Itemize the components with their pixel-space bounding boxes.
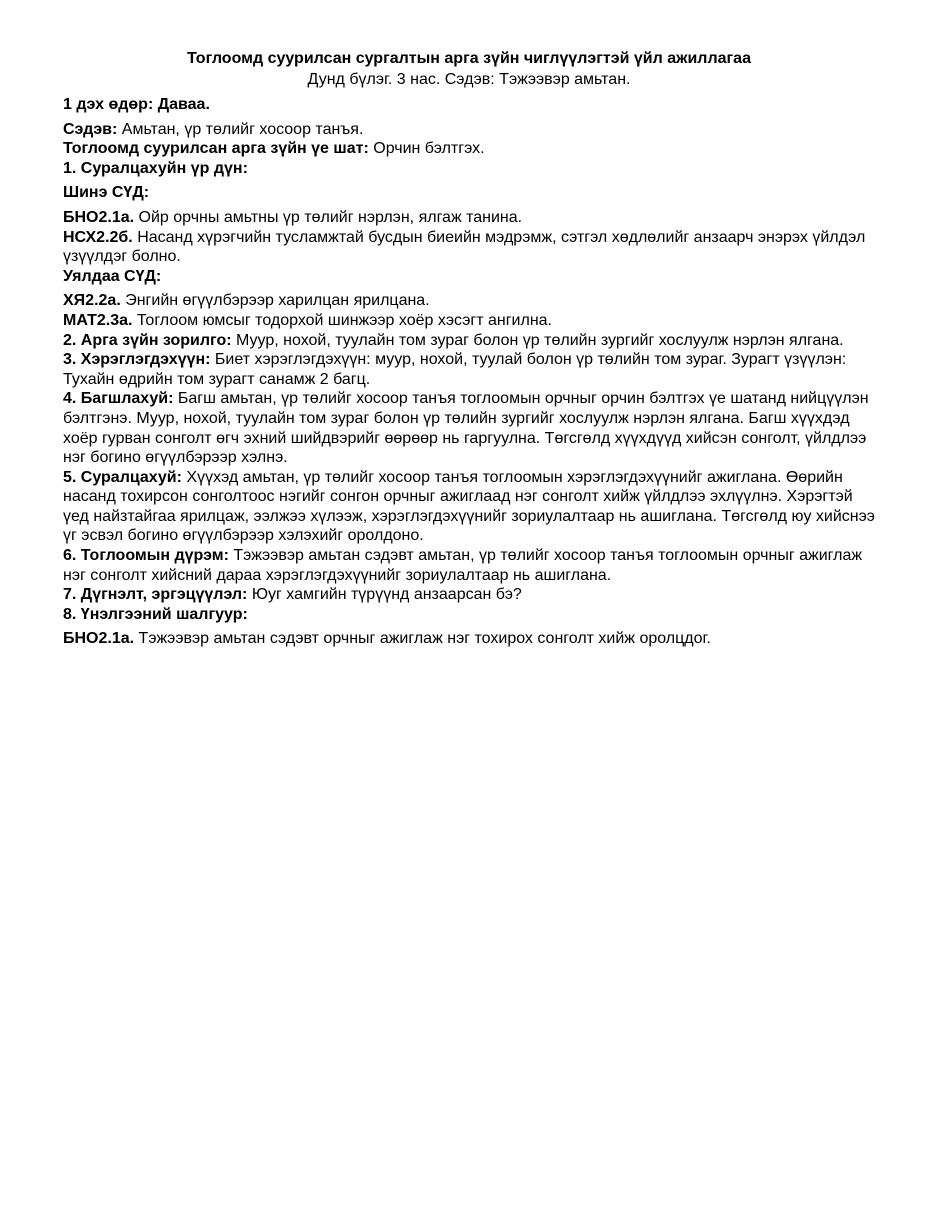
reflection-text: Юуг хамгийн түрүүнд анзаарсан бэ? [247,586,522,604]
criteria-heading: 8. Үнэлгээний шалгуур: [63,605,248,623]
materials-section [63,350,875,389]
learning-outcomes-heading: 1. Суралцахуйн үр дүн: [63,159,248,177]
outcome-bno [63,208,875,228]
objective-section [63,331,875,351]
objective-label: 2. Арга зүйн зорилго: [63,331,232,349]
outcome-khya [63,291,875,311]
new-outcomes-heading: Шинэ СҮД: [63,184,150,202]
teaching-text: Багш амьтан, үр төлийг хосоор танъя тоглоомын орчныг орчин бэлтгэх үе шатанд нийцүүлэн бэлтгэнэ. Муур, нохой, туулайн том зураг болон үр төлийн зургийг хослуулж нэрлэн ялгана. Багш хүүхдэд хоёр гурван сонголт өгч эхний шийдвэрийг өөрөөр нь гаргуулна. Төгсгөлд хүүхдүүд хийсэн сонголт, үйлдлээ нэг богино өгүүлбэрээр хэлнэ. [63,390,869,467]
day-heading: 1 дэх өдөр: Даваа. [63,96,210,113]
topic-label: Сэдэв: [63,120,118,138]
outcome-mat-text: Тоглоом юмсыг тодорхой шинжээр хоёр хэсэгт ангилна. [132,311,552,329]
outcome-bno-code: БНО2.1а. [63,208,135,226]
rules-section [63,546,875,585]
learning-text: Хүүхэд амьтан, үр төлийг хосоор танъя тоглоомын хэрэглэгдэхүүнийг ажиглана. Өөрийн насанд тохирсон сонголтоос нэгийг сонгон орчныг ажиглаад нэг сонголт хийж үйлдлээ эхлүүлнэ. Хэрэгтэй үед найзтайгаа ярилцаж, ээлжээ хүлээж, хэрэглэгдэхүүнийг зориулалтаар нь ашиглана. Төгсгөлд юу хийснээ үг эсвэл богино өгүүлбэрээр хэлэхийг оролдоно. [63,468,875,545]
outcome-nsh-text: Насанд хүрэгчийн тусламжтай бусдын биеийн мэдрэмж, сэтгэл хөдлөлийг анзаарч энэрэх үйлдэл үзүүлдэг болно. [63,228,866,266]
learning-section [63,468,875,546]
outcome-mat-code: МАТ2.3а. [63,311,133,329]
reflection-label: 7. Дүгнэлт, эргэцүүлэл: [63,586,248,604]
stage-line [63,139,875,159]
document-title: Тоглоомд суурилсан сургалтын арга зүйн чиглүүлэгтэй үйл ажиллагаа [187,50,751,67]
outcome-khya-code: ХЯ2.2а. [63,292,121,310]
materials-text: Биет хэрэглэгдэхүүн: муур, нохой, туулай болон үр төлийн том зураг. Зурагт үзүүлэн: Тухайн өдрийн том зурагт санамж 2 багц. [63,351,847,388]
outcome-nsh-code: НСХ2.2б. [63,228,133,246]
topic-line [63,120,875,140]
outcome-khya-text: Энгийн өгүүлбэрээр харилцан ярилцана. [120,292,430,310]
rules-label: 6. Тоглоомын дүрэм: [63,547,229,565]
criteria-bno [63,629,875,649]
criteria-bno-text: Тэжээвэр амьтан сэдэвт орчныг ажиглаж нэг тохирох сонголт хийж оролцдог. [134,630,711,648]
reflection-section [63,585,875,605]
learning-label: 5. Суралцахуй: [63,468,182,486]
objective-text: Муур, нохой, туулайн том зураг болон үр төлийн зургийг хослуулж нэрлэн ялгана. [231,331,844,349]
criteria-bno-code: БНО2.1а. [63,630,135,648]
stage-text: Орчин бэлтгэх. [368,140,485,158]
materials-label: 3. Хэрэглэгдэхүүн: [63,351,211,369]
teaching-section [63,389,875,467]
teaching-label: 4. Багшлахуй: [63,390,174,408]
outcome-nsh [63,228,875,267]
rules-text: Тэжээвэр амьтан сэдэвт амьтан, үр төлийг хосоор танъя тоглоомын орчныг ажиглаж нэг сонголт хийсний дараа хэрэглэгдэхүүнийг зориулалтаар нь ашиглана. [63,547,863,584]
outcome-bno-text: Ойр орчны амьтны үр төлийг нэрлэн, ялгаж танина. [134,208,523,226]
outcome-mat [63,311,875,331]
linked-outcomes-heading: Уялдаа СҮД: [63,267,162,285]
topic-text: Амьтан, үр төлийг хосоор танъя. [117,120,364,138]
stage-label: Тоглоомд суурилсан арга зүйн үе шат: [63,140,369,158]
document-subtitle: Дунд бүлэг. 3 нас. Сэдэв: Тэжээвэр амьтан. [307,71,631,88]
